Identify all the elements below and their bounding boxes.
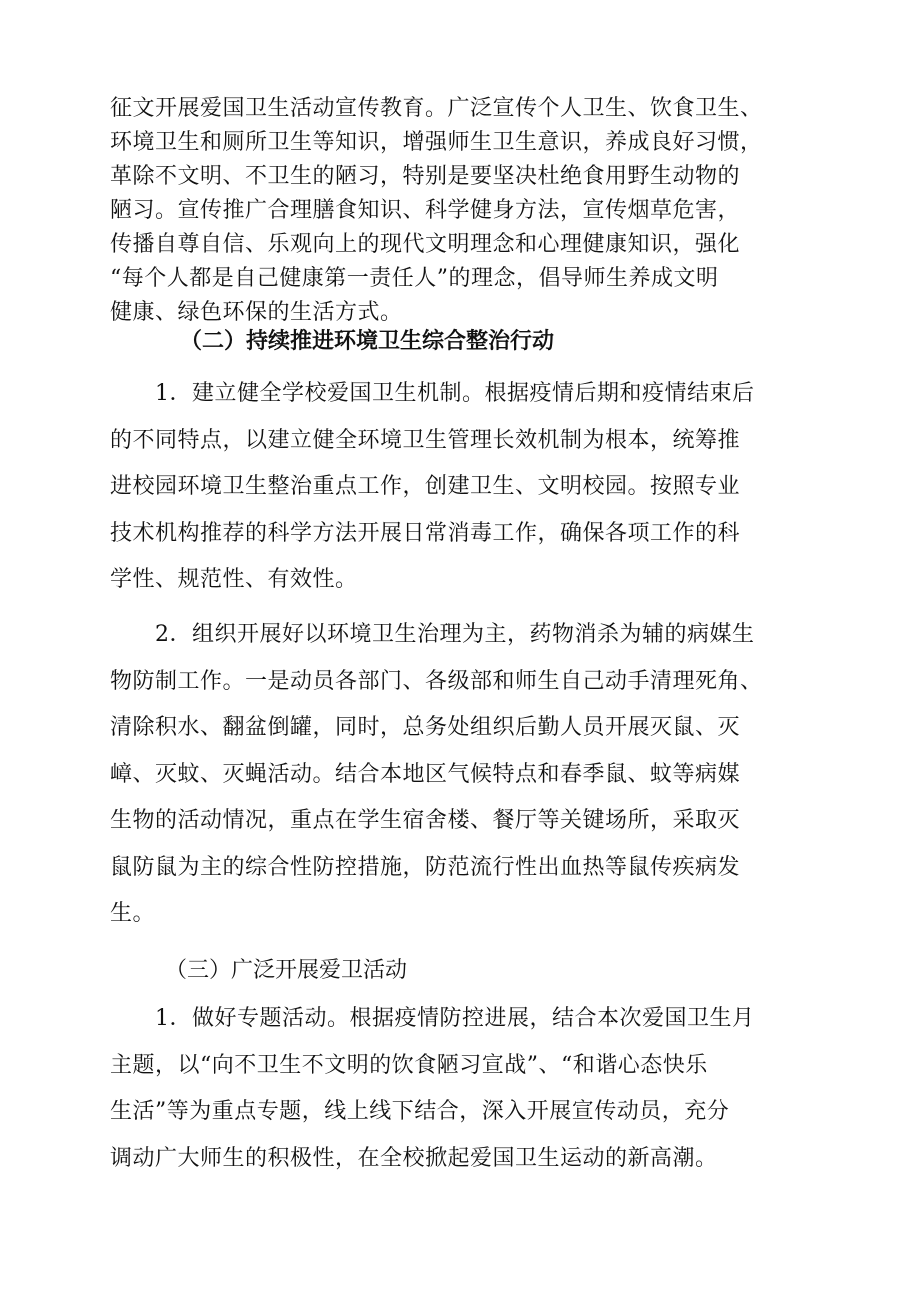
section-2-item-1-paragraph bbox=[110, 371, 810, 604]
intro-paragraph bbox=[110, 92, 810, 330]
section-3-item-1-paragraph bbox=[110, 996, 810, 1182]
text-line: 传播自尊自信、乐观向上的现代文明理念和心理健康知识，强化 bbox=[110, 232, 741, 257]
text-line: 生活”等为重点专题，线上线下结合，深入开展宣传动员，充分 bbox=[110, 1099, 730, 1124]
text-line: 2．组织开展好以环境卫生治理为主，药物消杀为辅的病媒生 bbox=[110, 622, 755, 647]
text-line: 陋习。宣传推广合理膳食知识、科学健身方法，宣传烟草危害， bbox=[110, 198, 741, 223]
text-line: 征文开展爱国卫生活动宣传教育。广泛宣传个人卫生、饮食卫生、 bbox=[110, 96, 763, 121]
text-line: 1．做好专题活动。根据疫情防控进展，结合本次爱国卫生月 bbox=[110, 1006, 755, 1031]
text-line: 学性、规范性、有效性。 bbox=[110, 567, 358, 592]
text-line: 的不同特点，以建立健全环境卫生管理长效机制为根本，统筹推 bbox=[110, 427, 741, 453]
section-2-heading: （二）持续推进环境卫生综合整治行动 bbox=[180, 328, 555, 354]
text-line: 清除积水、翻盆倒罐，同时，总务处组织后勤人员开展灭鼠、灭 bbox=[110, 715, 741, 740]
text-line: 健康、绿色环保的生活方式。 bbox=[110, 300, 403, 325]
text-line: 进校园环境卫生整治重点工作，创建卫生、文明校园。按照专业 bbox=[110, 474, 741, 499]
text-line: 技术机构推荐的科学方法开展日常消毒工作，确保各项工作的科 bbox=[110, 520, 741, 546]
text-line: 主题，以“向不卫生不文明的饮食陋习宣战”、“和谐心态快乐 bbox=[110, 1052, 708, 1078]
text-line: 1．建立健全学校爱国卫生机制。根据疫情后期和疫情结束后 bbox=[110, 381, 755, 406]
text-line: 嶂、灭蚊、灭蝇活动。结合本地区气候特点和春季鼠、蚊等病媒 bbox=[110, 761, 741, 787]
section-2-item-2-paragraph bbox=[110, 612, 810, 938]
text-line: 物防制工作。一是动员各部门、各级部和师生自己动手清理死角、 bbox=[110, 668, 763, 694]
section-3-heading: （三）广泛开展爱卫活动 bbox=[165, 958, 408, 983]
text-line: 鼠防鼠为主的综合性防控措施，防范流行性出血热等鼠传疾病发 bbox=[110, 854, 741, 880]
text-line: 生物的活动情况，重点在学生宿舍楼、餐厅等关键场所，采取灭 bbox=[110, 808, 741, 833]
text-line: “每个人都是自己健康第一责任人”的理念，倡导师生养成文明 bbox=[110, 266, 719, 291]
text-line: 调动广大师生的积极性，在全校掀起爱国卫生运动的新高潮。 bbox=[110, 1145, 718, 1171]
text-line: 生。 bbox=[110, 901, 156, 926]
text-line: 环境卫生和厕所卫生等知识，增强师生卫生意识，养成良好习惯， bbox=[110, 130, 763, 155]
text-line: 革除不文明、不卫生的陋习，特别是要坚决杜绝食用野生动物的 bbox=[110, 164, 741, 189]
